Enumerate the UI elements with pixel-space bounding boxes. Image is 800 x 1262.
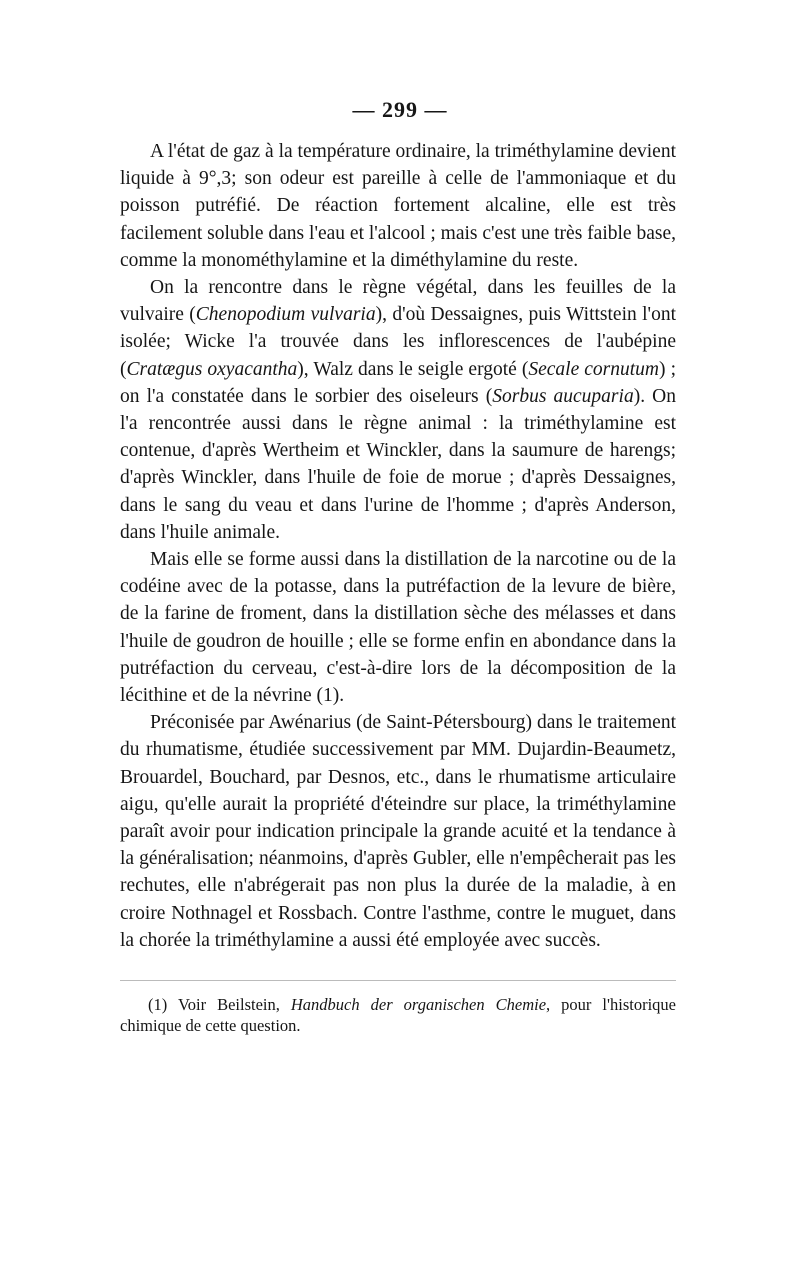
italic-text: Handbuch der organischen Chemie (290, 995, 547, 1014)
italic-text: Sorbus aucuparia (492, 385, 634, 407)
page-number: — 299 — (352, 97, 448, 122)
paragraph (120, 274, 676, 546)
italic-text: Secale cornutum (528, 358, 660, 380)
text-run: On la rencontre dans le règne végétal, dans les feuilles de la vulvaire ( (120, 277, 676, 326)
italic-text: Cratægus oxyacantha (126, 358, 298, 380)
text-run: , pour l'historique chimique de cette question. (120, 995, 676, 1035)
text-run: ), d'où Dessaignes, puis Wittstein l'ont isolée; Wicke l'a trouvée dans les inflorescences de l'aubépine ( (120, 304, 676, 380)
text-run: (1) Voir Beilstein, (148, 995, 291, 1014)
text-run: Mais elle se forme aussi dans la distillation de la narcotine ou de la codéine avec de la potasse, dans la putréfaction de la levure de bière, de la farine de froment, dans la distillation sèche des mélasses et dans l'huile de goudron de houille ; elle se forme enfin en abondance dans la putréfaction du cerveau, c'est-à-dire lors de la décomposition de la lécithine et de la névrine (1). (120, 549, 676, 707)
body-text (120, 138, 676, 954)
footnote (120, 994, 676, 1036)
paragraph (120, 546, 676, 709)
text-run: ), Walz dans le seigle ergoté ( (297, 358, 529, 380)
text-run: A l'état de gaz à la température ordinaire, la triméthylamine devient liquide à 9°,3; son odeur est pareille à celle de l'ammoniaque et du poisson putréfié. De réaction fortement alcaline, elle est très facilement soluble dans l'eau et l'alcool ; mais c'est une très faible base, comme la monométhylamine et la diméthylamine du reste. (120, 141, 676, 271)
italic-text: Chenopodium vulvaria (195, 304, 376, 326)
paragraph (120, 709, 676, 954)
text-run: Préconisée par Awénarius (de Saint-Pétersbourg) dans le traitement du rhumatisme, étudiée successivement par MM. Dujardin-Beaumetz, Brouardel, Bouchard, par Desnos, etc., dans le rhumatisme articulaire aigu, qu'elle aurait la propriété d'éteindre sur place, la triméthylamine paraît avoir pour indication principale la grande acuité et la tendance à la généralisation; néanmoins, d'après Gubler, elle n'empêcherait pas les rechutes, elle n'abrégerait pas non plus la durée de la maladie, à en croire Nothnagel et Rossbach. Contre l'asthme, contre le muguet, dans la chorée la triméthylamine a aussi été employée avec succès. (120, 712, 676, 951)
text-run: ). On l'a rencontrée aussi dans le règne animal : la triméthylamine est contenue, d'après Wertheim et Winckler, dans la saumure de harengs; d'après Winckler, dans l'huile de foie de morue ; d'après Dessaignes, dans le sang du veau et dans l'urine de l'homme ; d'après Anderson, dans l'huile animale. (120, 385, 677, 543)
text-run: ) ; on l'a constatée dans le sorbier des oiseleurs ( (120, 358, 676, 407)
paragraph (120, 138, 676, 274)
footnote-divider (120, 980, 676, 981)
